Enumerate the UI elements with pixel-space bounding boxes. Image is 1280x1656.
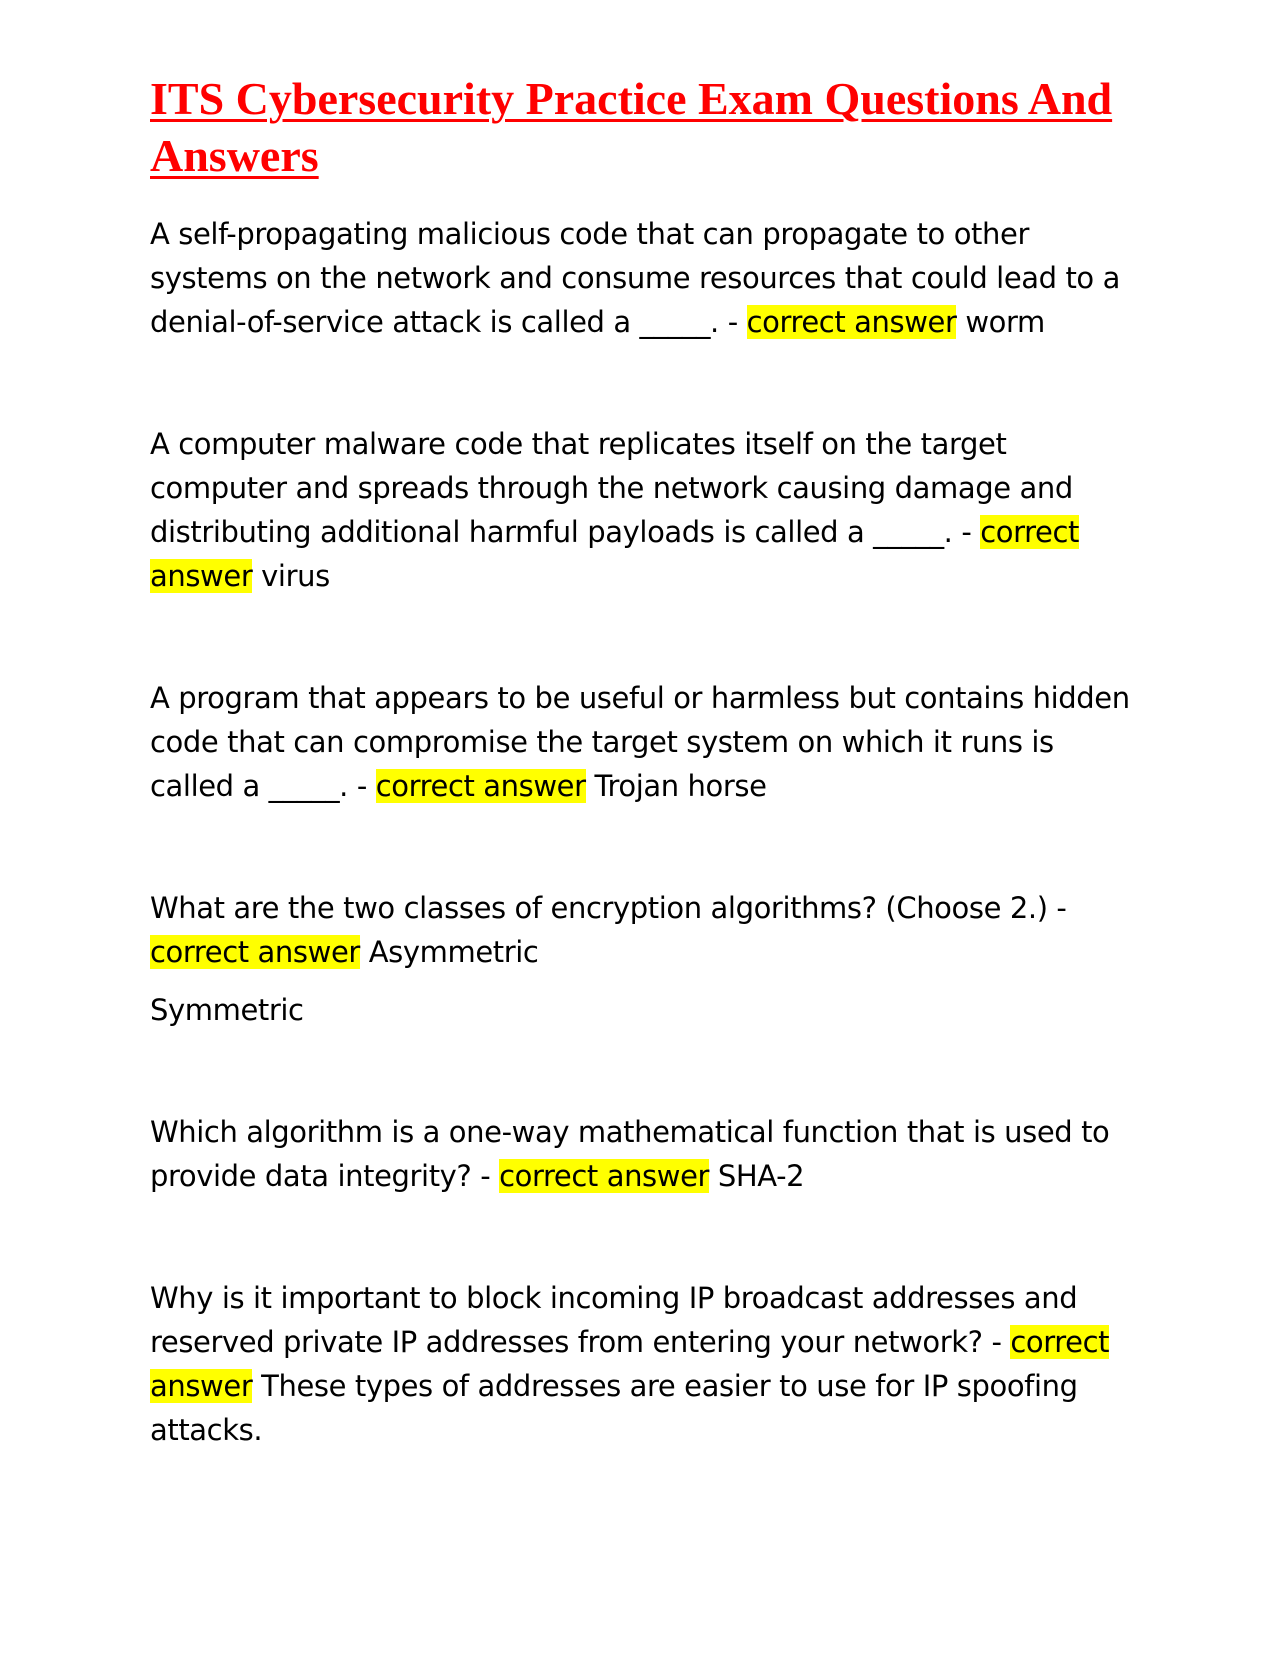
qa-item-6	[150, 1276, 1130, 1452]
answer-text: virus	[261, 559, 330, 593]
qa-item-3	[150, 676, 1130, 808]
correct-answer-marker: correct answer	[150, 935, 360, 969]
qa-item-2	[150, 422, 1130, 598]
answer-text: Asymmetric	[368, 935, 539, 969]
correct-answer-marker: correct answer	[746, 305, 957, 339]
answer-text: SHA-2	[717, 1159, 805, 1193]
correct-answer-marker: correct answer	[499, 1159, 710, 1193]
qa-item-5	[150, 1110, 1130, 1198]
question-text: A self-propagating malicious code that can propagate to other systems on the network and consume resources that could lead to a denial-of-service attack is called a _____. -	[150, 217, 1120, 339]
answer-text: Trojan horse	[594, 769, 767, 803]
answer-text: worm	[965, 305, 1045, 339]
qa-item-4	[150, 886, 1130, 974]
correct-answer-marker: correct answer	[375, 769, 586, 803]
question-text: What are the two classes of encryption algorithms? (Choose 2.) -	[150, 891, 1067, 925]
question-text: A program that appears to be useful or harmless but contains hidden code that can compromise the target system on which it runs is called a _____. -	[150, 681, 1130, 803]
question-text: A computer malware code that replicates itself on the target computer and spreads through the network causing damage and distributing additional harmful payloads is called a _____. -	[150, 427, 1073, 549]
answer-text-extra: Symmetric	[150, 993, 304, 1027]
qa-item-1	[150, 212, 1130, 344]
answer-text: These types of addresses are easier to use for IP spoofing attacks.	[150, 1369, 1078, 1447]
page-title: ITS Cybersecurity Practice Exam Questions And Answers	[150, 73, 1113, 181]
question-text: Why is it important to block incoming IP broadcast addresses and reserved private IP addresses from entering your network? -	[150, 1281, 1078, 1359]
question-text: Which algorithm is a one-way mathematical function that is used to provide data integrity? -	[150, 1115, 1110, 1193]
document-page	[150, 70, 1130, 1530]
correct-answer-marker: correct answer	[150, 1325, 1110, 1403]
correct-answer-marker: correct answer	[150, 515, 1079, 593]
